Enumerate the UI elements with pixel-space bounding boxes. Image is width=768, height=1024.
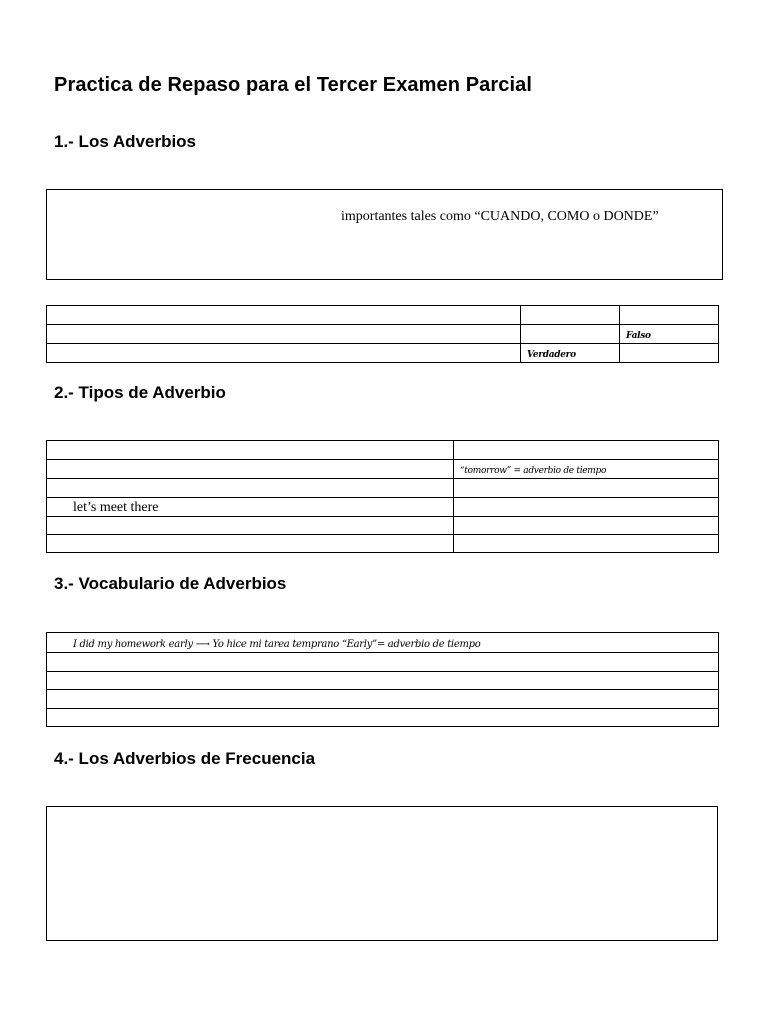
table-cell [47,535,454,553]
table-cell [454,498,719,517]
vocabulary-example: I did my homework early ⟶ Yo hice mi tarea temprano “Early”= adverbio de tiempo [73,639,481,650]
falso-label: Falso [626,331,651,341]
table-cell [47,633,719,653]
frequency-box [46,806,718,941]
table-cell [454,460,719,479]
table-cell [47,441,454,460]
section-heading-1: 1.- Los Adverbios [54,132,197,151]
table-cell [47,306,521,325]
table-cell [620,344,719,363]
table-cell [521,344,620,363]
table-cell [620,306,719,325]
table-cell [47,498,454,517]
table-cell [521,325,620,344]
table-cell [47,672,719,690]
table-cell [454,441,719,460]
table-cell [521,306,620,325]
table-cell [454,535,719,553]
table-cell [47,653,719,672]
table-cell [620,325,719,344]
intro-text-box [46,189,723,280]
table-cell [47,460,454,479]
vocabulary-table [46,632,719,727]
section-heading-4: 4.- Los Adverbios de Frecuencia [54,749,316,768]
tomorrow-example: “tomorrow” = adverbio de tiempo [460,466,607,476]
intro-text: importantes tales como “CUANDO, COMO o DONDE” [341,209,659,224]
table-cell [47,690,719,709]
section-heading-2: 2.- Tipos de Adverbio [54,383,226,402]
table-cell [454,479,719,498]
table-cell [47,709,719,727]
table-cell [47,517,454,535]
table-cell [47,325,521,344]
section-heading-3: 3.- Vocabulario de Adverbios [54,574,287,593]
table-cell [454,517,719,535]
true-false-table [46,305,719,363]
table-cell [47,479,454,498]
adverb-types-table [46,440,719,553]
there-example: let’s meet there [73,500,159,515]
page-title: Practica de Repaso para el Tercer Examen Parcial [54,74,533,96]
verdadero-label: Verdadero [527,350,576,360]
table-cell [47,344,521,363]
